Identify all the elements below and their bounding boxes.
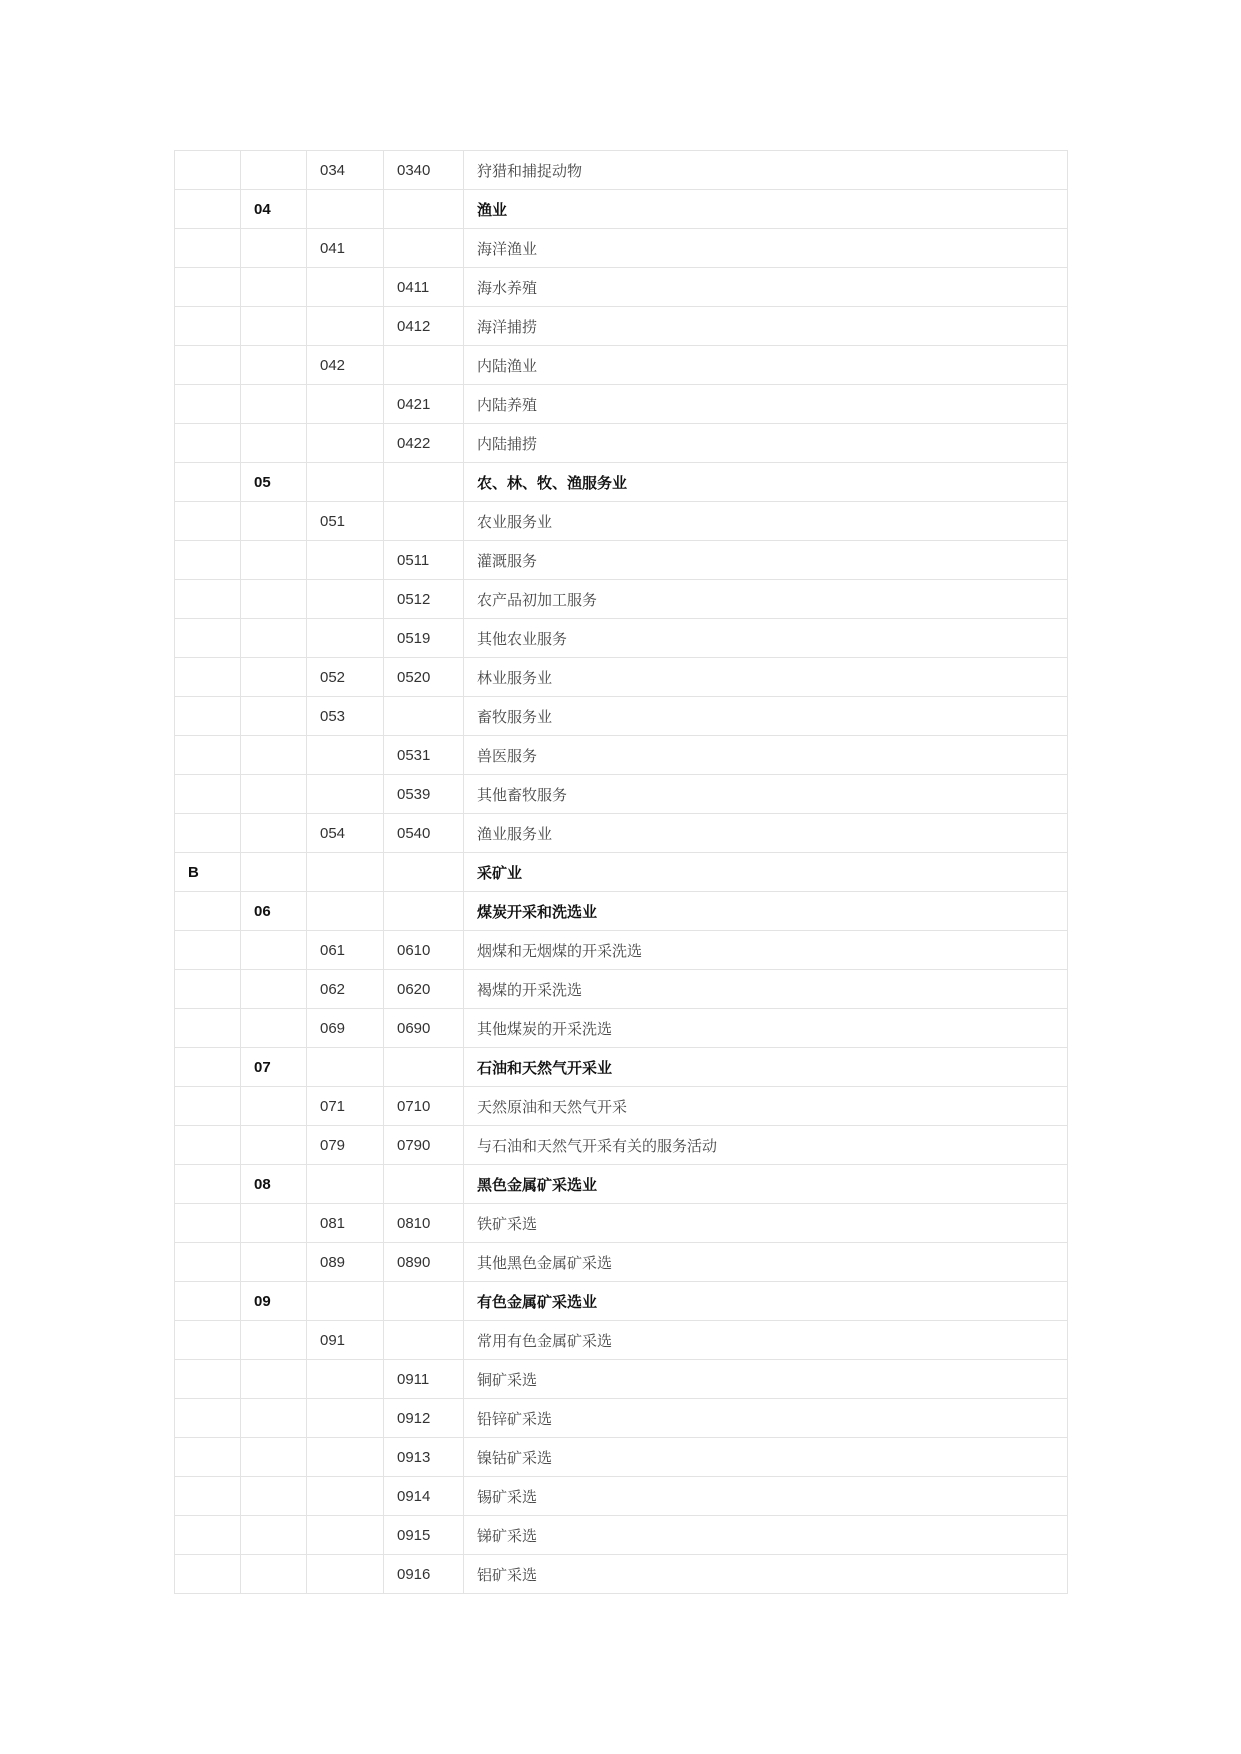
table-row: [175, 853, 1068, 892]
section-code-cell: [175, 1204, 241, 1243]
group-code-cell: 052: [307, 658, 384, 697]
category-name-cell: 农、林、牧、渔服务业: [464, 463, 1068, 502]
group-code-cell: [307, 268, 384, 307]
section-code-cell: [175, 1477, 241, 1516]
section-code-cell: [175, 385, 241, 424]
division-code-cell: 06: [241, 892, 307, 931]
class-code-cell: 0710: [384, 1087, 464, 1126]
division-code-cell: [241, 1399, 307, 1438]
document-page: [174, 150, 1067, 1594]
division-code-cell: [241, 229, 307, 268]
section-code-cell: [175, 190, 241, 229]
group-code-cell: 069: [307, 1009, 384, 1048]
group-code-cell: [307, 853, 384, 892]
group-code-cell: [307, 1360, 384, 1399]
group-code-cell: [307, 463, 384, 502]
group-code-cell: [307, 1555, 384, 1594]
category-name-cell: 内陆捕捞: [464, 424, 1068, 463]
category-name-cell: 铝矿采选: [464, 1555, 1068, 1594]
table-row: [175, 1438, 1068, 1477]
category-name-cell: 锡矿采选: [464, 1477, 1068, 1516]
class-code-cell: [384, 190, 464, 229]
table-row: [175, 658, 1068, 697]
group-code-cell: [307, 385, 384, 424]
division-code-cell: [241, 1087, 307, 1126]
section-code-cell: [175, 814, 241, 853]
category-name-cell: 灌溉服务: [464, 541, 1068, 580]
category-name-cell: 狩猎和捕捉动物: [464, 151, 1068, 190]
group-code-cell: [307, 541, 384, 580]
class-code-cell: 0539: [384, 775, 464, 814]
class-code-cell: 0531: [384, 736, 464, 775]
division-code-cell: [241, 1360, 307, 1399]
division-code-cell: [241, 814, 307, 853]
table-row: [175, 268, 1068, 307]
class-code-cell: [384, 1282, 464, 1321]
category-name-cell: 铜矿采选: [464, 1360, 1068, 1399]
table-row: [175, 931, 1068, 970]
division-code-cell: [241, 658, 307, 697]
class-code-cell: [384, 346, 464, 385]
category-name-cell: 农产品初加工服务: [464, 580, 1068, 619]
class-code-cell: 0810: [384, 1204, 464, 1243]
group-code-cell: [307, 1438, 384, 1477]
category-name-cell: 其他煤炭的开采洗选: [464, 1009, 1068, 1048]
category-name-cell: 海洋渔业: [464, 229, 1068, 268]
section-code-cell: [175, 697, 241, 736]
table-row: [175, 1555, 1068, 1594]
class-code-cell: 0915: [384, 1516, 464, 1555]
division-code-cell: [241, 736, 307, 775]
division-code-cell: 09: [241, 1282, 307, 1321]
category-name-cell: 与石油和天然气开采有关的服务活动: [464, 1126, 1068, 1165]
table-row: [175, 424, 1068, 463]
table-row: [175, 229, 1068, 268]
table-row: [175, 346, 1068, 385]
table-row: [175, 1087, 1068, 1126]
division-code-cell: [241, 1321, 307, 1360]
division-code-cell: [241, 541, 307, 580]
table-row: [175, 1204, 1068, 1243]
section-code-cell: [175, 1126, 241, 1165]
section-code-cell: [175, 346, 241, 385]
category-name-cell: 内陆养殖: [464, 385, 1068, 424]
division-code-cell: [241, 502, 307, 541]
division-code-cell: [241, 931, 307, 970]
division-code-cell: [241, 1009, 307, 1048]
category-name-cell: 铁矿采选: [464, 1204, 1068, 1243]
section-code-cell: [175, 541, 241, 580]
section-code-cell: [175, 1360, 241, 1399]
table-row: [175, 541, 1068, 580]
table-row: [175, 1516, 1068, 1555]
division-code-cell: [241, 775, 307, 814]
group-code-cell: [307, 1399, 384, 1438]
class-code-cell: 0520: [384, 658, 464, 697]
section-code-cell: [175, 1438, 241, 1477]
group-code-cell: 081: [307, 1204, 384, 1243]
category-name-cell: 兽医服务: [464, 736, 1068, 775]
group-code-cell: 042: [307, 346, 384, 385]
category-name-cell: 其他畜牧服务: [464, 775, 1068, 814]
class-code-cell: 0620: [384, 970, 464, 1009]
category-name-cell: 黑色金属矿采选业: [464, 1165, 1068, 1204]
table-row: [175, 697, 1068, 736]
table-row: [175, 385, 1068, 424]
category-name-cell: 天然原油和天然气开采: [464, 1087, 1068, 1126]
category-name-cell: 林业服务业: [464, 658, 1068, 697]
table-row: [175, 1009, 1068, 1048]
section-code-cell: [175, 1555, 241, 1594]
class-code-cell: 0519: [384, 619, 464, 658]
division-code-cell: [241, 307, 307, 346]
group-code-cell: [307, 1516, 384, 1555]
category-name-cell: 烟煤和无烟煤的开采洗选: [464, 931, 1068, 970]
division-code-cell: [241, 268, 307, 307]
section-code-cell: [175, 502, 241, 541]
group-code-cell: 089: [307, 1243, 384, 1282]
section-code-cell: [175, 931, 241, 970]
category-name-cell: 铅锌矿采选: [464, 1399, 1068, 1438]
section-code-cell: [175, 1048, 241, 1087]
division-code-cell: [241, 970, 307, 1009]
category-name-cell: 其他黑色金属矿采选: [464, 1243, 1068, 1282]
category-name-cell: 内陆渔业: [464, 346, 1068, 385]
category-name-cell: 常用有色金属矿采选: [464, 1321, 1068, 1360]
section-code-cell: [175, 1516, 241, 1555]
class-code-cell: 0913: [384, 1438, 464, 1477]
division-code-cell: [241, 151, 307, 190]
section-code-cell: [175, 424, 241, 463]
class-code-cell: 0512: [384, 580, 464, 619]
division-code-cell: 08: [241, 1165, 307, 1204]
division-code-cell: 07: [241, 1048, 307, 1087]
section-code-cell: [175, 736, 241, 775]
class-code-cell: 0690: [384, 1009, 464, 1048]
division-code-cell: 05: [241, 463, 307, 502]
table-row: [175, 970, 1068, 1009]
table-row: [175, 1243, 1068, 1282]
category-name-cell: 褐煤的开采洗选: [464, 970, 1068, 1009]
section-code-cell: [175, 658, 241, 697]
section-code-cell: [175, 1009, 241, 1048]
class-code-cell: 0790: [384, 1126, 464, 1165]
class-code-cell: 0540: [384, 814, 464, 853]
category-name-cell: 采矿业: [464, 853, 1068, 892]
group-code-cell: 041: [307, 229, 384, 268]
class-code-cell: 0914: [384, 1477, 464, 1516]
section-code-cell: [175, 1321, 241, 1360]
table-row: [175, 463, 1068, 502]
section-code-cell: B: [175, 853, 241, 892]
table-row: [175, 502, 1068, 541]
class-code-cell: [384, 502, 464, 541]
division-code-cell: [241, 853, 307, 892]
division-code-cell: [241, 385, 307, 424]
group-code-cell: [307, 190, 384, 229]
class-code-cell: 0340: [384, 151, 464, 190]
group-code-cell: 061: [307, 931, 384, 970]
category-name-cell: 石油和天然气开采业: [464, 1048, 1068, 1087]
class-code-cell: 0421: [384, 385, 464, 424]
table-row: [175, 892, 1068, 931]
group-code-cell: [307, 1477, 384, 1516]
category-name-cell: 海洋捕捞: [464, 307, 1068, 346]
table-row: [175, 1321, 1068, 1360]
class-code-cell: [384, 1048, 464, 1087]
group-code-cell: [307, 1048, 384, 1087]
table-row: [175, 1048, 1068, 1087]
class-code-cell: 0422: [384, 424, 464, 463]
section-code-cell: [175, 970, 241, 1009]
division-code-cell: 04: [241, 190, 307, 229]
division-code-cell: [241, 580, 307, 619]
category-name-cell: 煤炭开采和洗选业: [464, 892, 1068, 931]
group-code-cell: [307, 1282, 384, 1321]
class-code-cell: 0412: [384, 307, 464, 346]
section-code-cell: [175, 892, 241, 931]
division-code-cell: [241, 619, 307, 658]
section-code-cell: [175, 1165, 241, 1204]
table-row: [175, 580, 1068, 619]
class-code-cell: 0916: [384, 1555, 464, 1594]
group-code-cell: 051: [307, 502, 384, 541]
section-code-cell: [175, 1282, 241, 1321]
group-code-cell: [307, 424, 384, 463]
division-code-cell: [241, 1516, 307, 1555]
group-code-cell: [307, 1165, 384, 1204]
class-code-cell: 0890: [384, 1243, 464, 1282]
division-code-cell: [241, 346, 307, 385]
division-code-cell: [241, 1555, 307, 1594]
table-row: [175, 1282, 1068, 1321]
section-code-cell: [175, 268, 241, 307]
table-row: [175, 190, 1068, 229]
group-code-cell: 054: [307, 814, 384, 853]
class-code-cell: 0411: [384, 268, 464, 307]
section-code-cell: [175, 775, 241, 814]
industry-classification-table: [174, 150, 1068, 1594]
table-row: [175, 1360, 1068, 1399]
group-code-cell: [307, 775, 384, 814]
table-row: [175, 736, 1068, 775]
table-row: [175, 775, 1068, 814]
section-code-cell: [175, 307, 241, 346]
table-row: [175, 151, 1068, 190]
class-code-cell: 0912: [384, 1399, 464, 1438]
table-row: [175, 307, 1068, 346]
section-code-cell: [175, 463, 241, 502]
section-code-cell: [175, 1243, 241, 1282]
class-code-cell: 0610: [384, 931, 464, 970]
group-code-cell: [307, 736, 384, 775]
section-code-cell: [175, 1399, 241, 1438]
table-row: [175, 1399, 1068, 1438]
category-name-cell: 渔业服务业: [464, 814, 1068, 853]
class-code-cell: [384, 229, 464, 268]
table-row: [175, 1126, 1068, 1165]
division-code-cell: [241, 1243, 307, 1282]
category-name-cell: 有色金属矿采选业: [464, 1282, 1068, 1321]
group-code-cell: 034: [307, 151, 384, 190]
division-code-cell: [241, 1438, 307, 1477]
table-row: [175, 814, 1068, 853]
group-code-cell: 062: [307, 970, 384, 1009]
group-code-cell: [307, 307, 384, 346]
category-name-cell: 渔业: [464, 190, 1068, 229]
category-name-cell: 其他农业服务: [464, 619, 1068, 658]
group-code-cell: 079: [307, 1126, 384, 1165]
group-code-cell: [307, 892, 384, 931]
class-code-cell: [384, 1321, 464, 1360]
section-code-cell: [175, 580, 241, 619]
section-code-cell: [175, 151, 241, 190]
class-code-cell: [384, 463, 464, 502]
class-code-cell: [384, 1165, 464, 1204]
class-code-cell: 0511: [384, 541, 464, 580]
division-code-cell: [241, 1204, 307, 1243]
section-code-cell: [175, 1087, 241, 1126]
division-code-cell: [241, 697, 307, 736]
table-row: [175, 619, 1068, 658]
section-code-cell: [175, 229, 241, 268]
category-name-cell: 农业服务业: [464, 502, 1068, 541]
category-name-cell: 锑矿采选: [464, 1516, 1068, 1555]
division-code-cell: [241, 1126, 307, 1165]
class-code-cell: [384, 853, 464, 892]
group-code-cell: [307, 619, 384, 658]
class-code-cell: [384, 892, 464, 931]
table-row: [175, 1165, 1068, 1204]
category-name-cell: 畜牧服务业: [464, 697, 1068, 736]
division-code-cell: [241, 424, 307, 463]
group-code-cell: 091: [307, 1321, 384, 1360]
category-name-cell: 镍钴矿采选: [464, 1438, 1068, 1477]
category-name-cell: 海水养殖: [464, 268, 1068, 307]
division-code-cell: [241, 1477, 307, 1516]
class-code-cell: 0911: [384, 1360, 464, 1399]
table-row: [175, 1477, 1068, 1516]
group-code-cell: [307, 580, 384, 619]
section-code-cell: [175, 619, 241, 658]
table-body: [175, 151, 1068, 1594]
group-code-cell: 053: [307, 697, 384, 736]
group-code-cell: 071: [307, 1087, 384, 1126]
class-code-cell: [384, 697, 464, 736]
